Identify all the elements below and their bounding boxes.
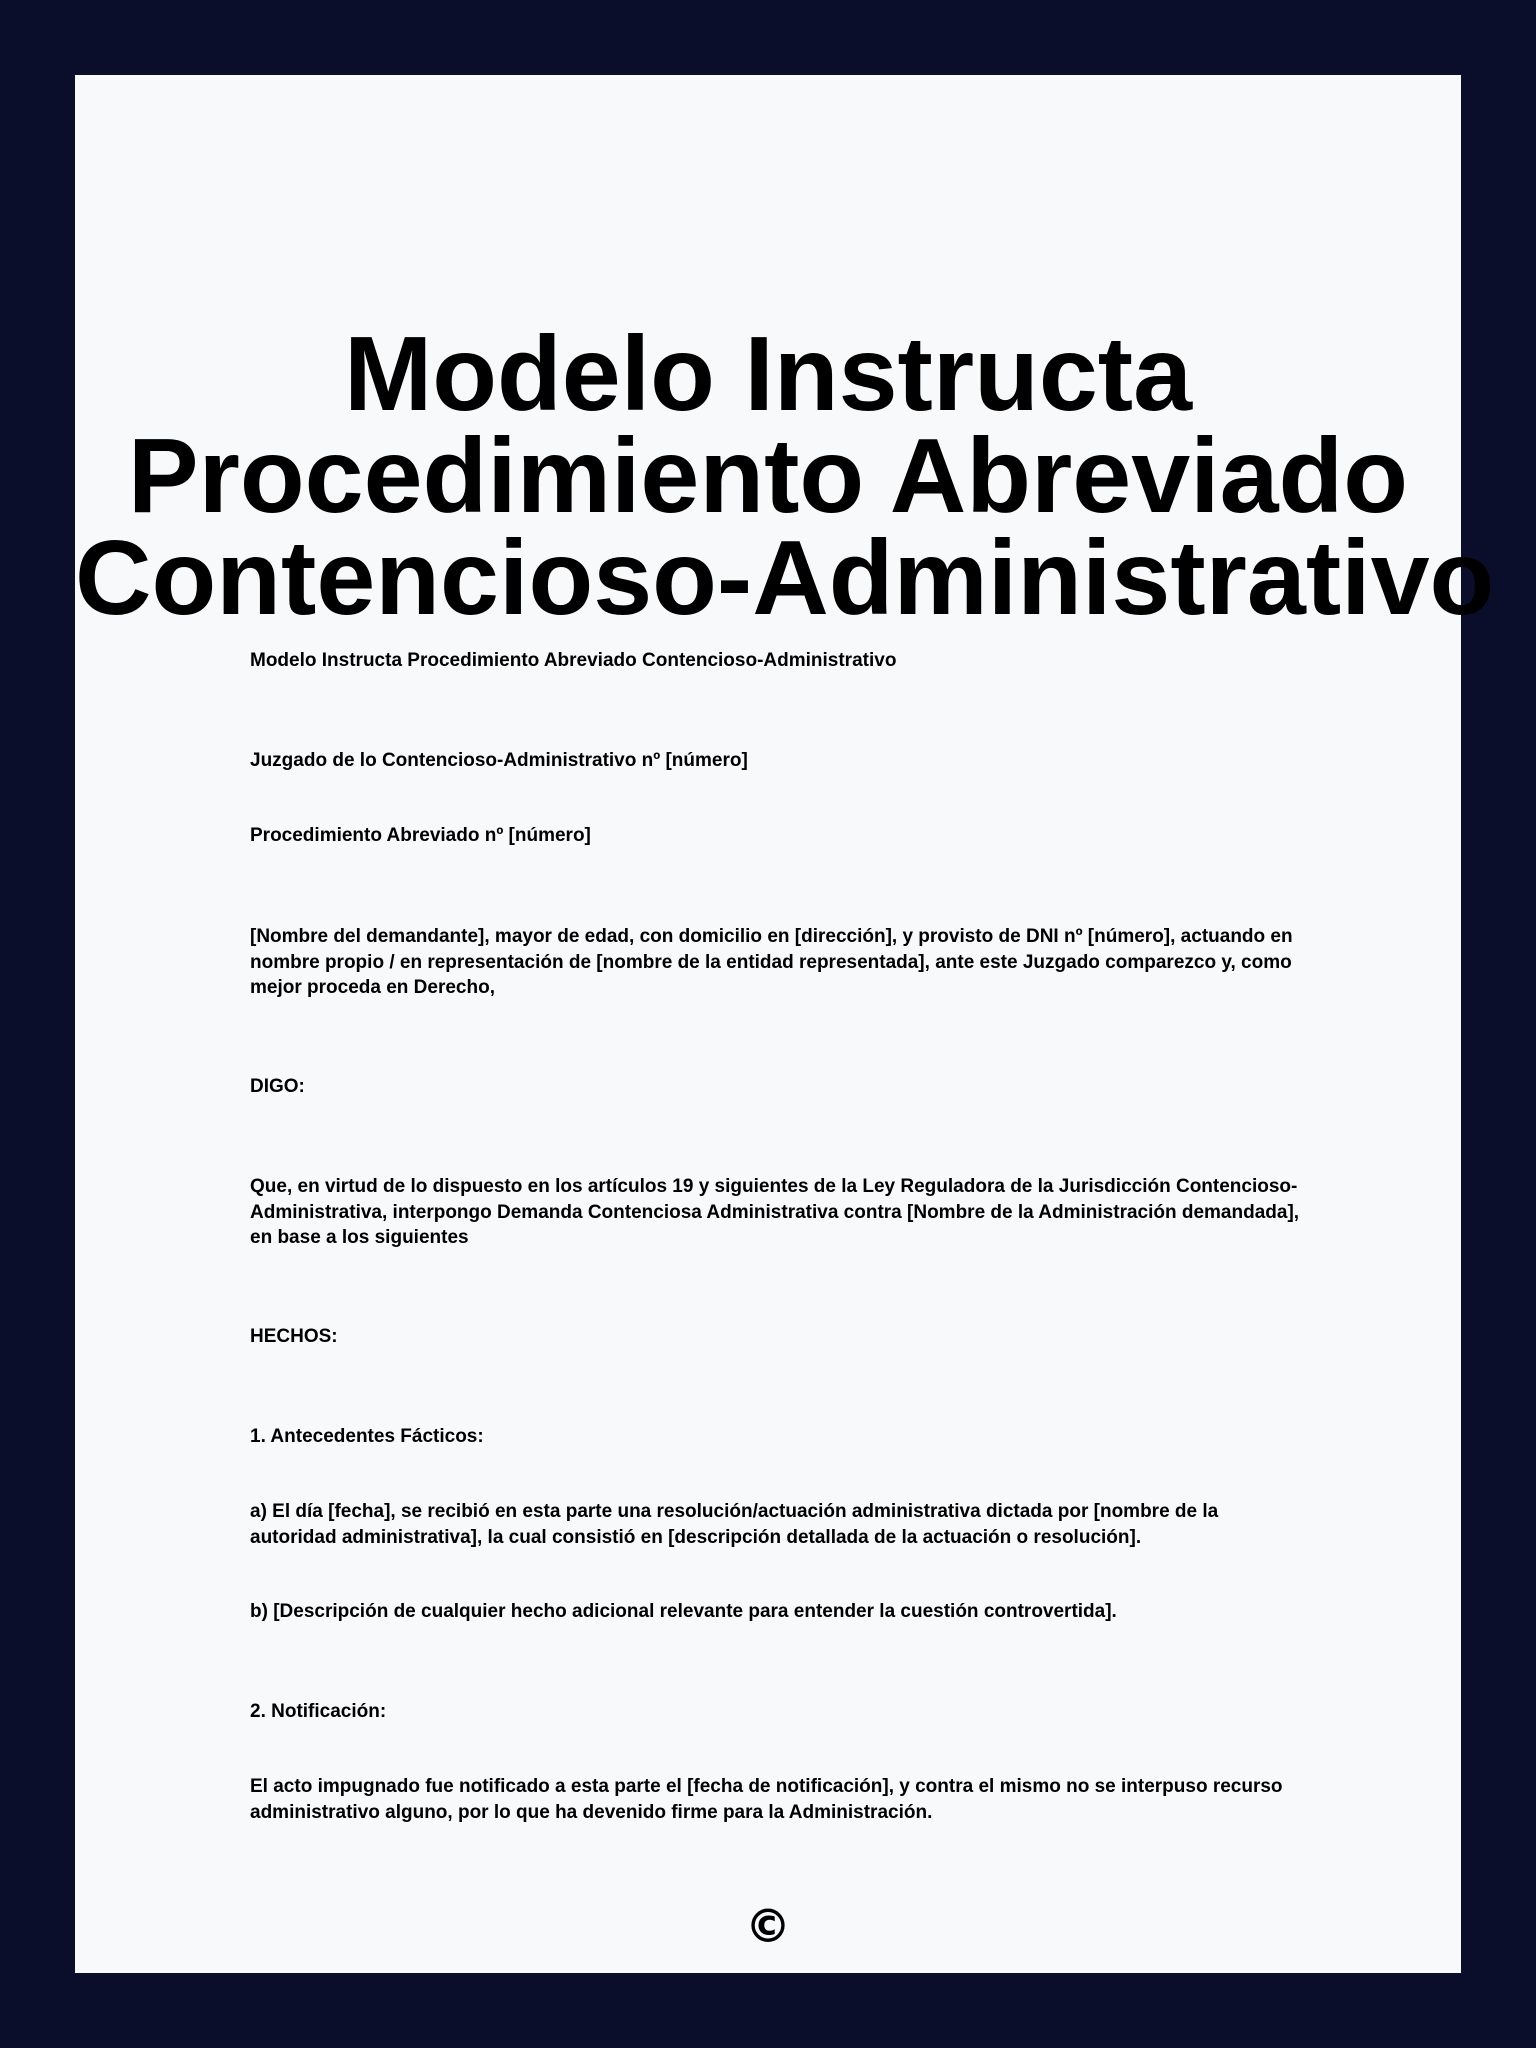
digo-heading: DIGO: [250,1076,305,1097]
section-2-heading: 2. Notificación: [250,1701,387,1722]
claim-paragraph: Que, en virtud de lo dispuesto en los artículos 19 y siguientes de la Ley Reguladora de la Jurisdicción Contencioso-Administrativa, interpongo Demanda Contenciosa Administrativa contra [Nombre de la Administración demandada], en base a los siguientes [250,1176,1300,1248]
document-page [75,75,1495,1973]
fact-b-paragraph: b) [Descripción de cualquier hecho adicional relevante para entender la cuestión controvertida]. [250,1601,1117,1622]
hechos-heading: HECHOS: [250,1326,338,1347]
copyright-icon: © [745,1899,791,1953]
document-heading-text: Modelo Instructa Procedimiento Abreviado Contencioso-Administrativo [250,650,897,671]
title-line: Modelo Instructa [343,315,1193,433]
court-line: Juzgado de lo Contencioso-Administrativo nº [número] [250,750,748,771]
title-line: Contencioso-Administrativo [75,519,1495,637]
fact-a-paragraph: a) El día [fecha], se recibió en esta parte una resolución/actuación administrativa dictada por [nombre de la autoridad administrativa], la cual consistió en [descripción detallada de la actuación o resolución]. [250,1501,1219,1548]
plaintiff-paragraph: [Nombre del demandante], mayor de edad, con domicilio en [dirección], y provisto de DNI nº [número], actuando en nombre propio / en representación de [nombre de la entidad representada], ante este Juzgado comparezco y, como mejor proceda en Derecho, [250,926,1293,998]
section-1-heading: 1. Antecedentes Fácticos: [250,1426,484,1447]
document-title [75,315,1495,637]
notification-paragraph: El acto impugnado fue notificado a esta parte el [fecha de notificación], y contra el mismo no se interpuso recurso administrativo alguno, por lo que ha devenido firme para la Administración. [250,1776,1283,1823]
procedure-line: Procedimiento Abreviado nº [número] [250,825,591,846]
title-line: Procedimiento Abreviado [127,417,1409,535]
